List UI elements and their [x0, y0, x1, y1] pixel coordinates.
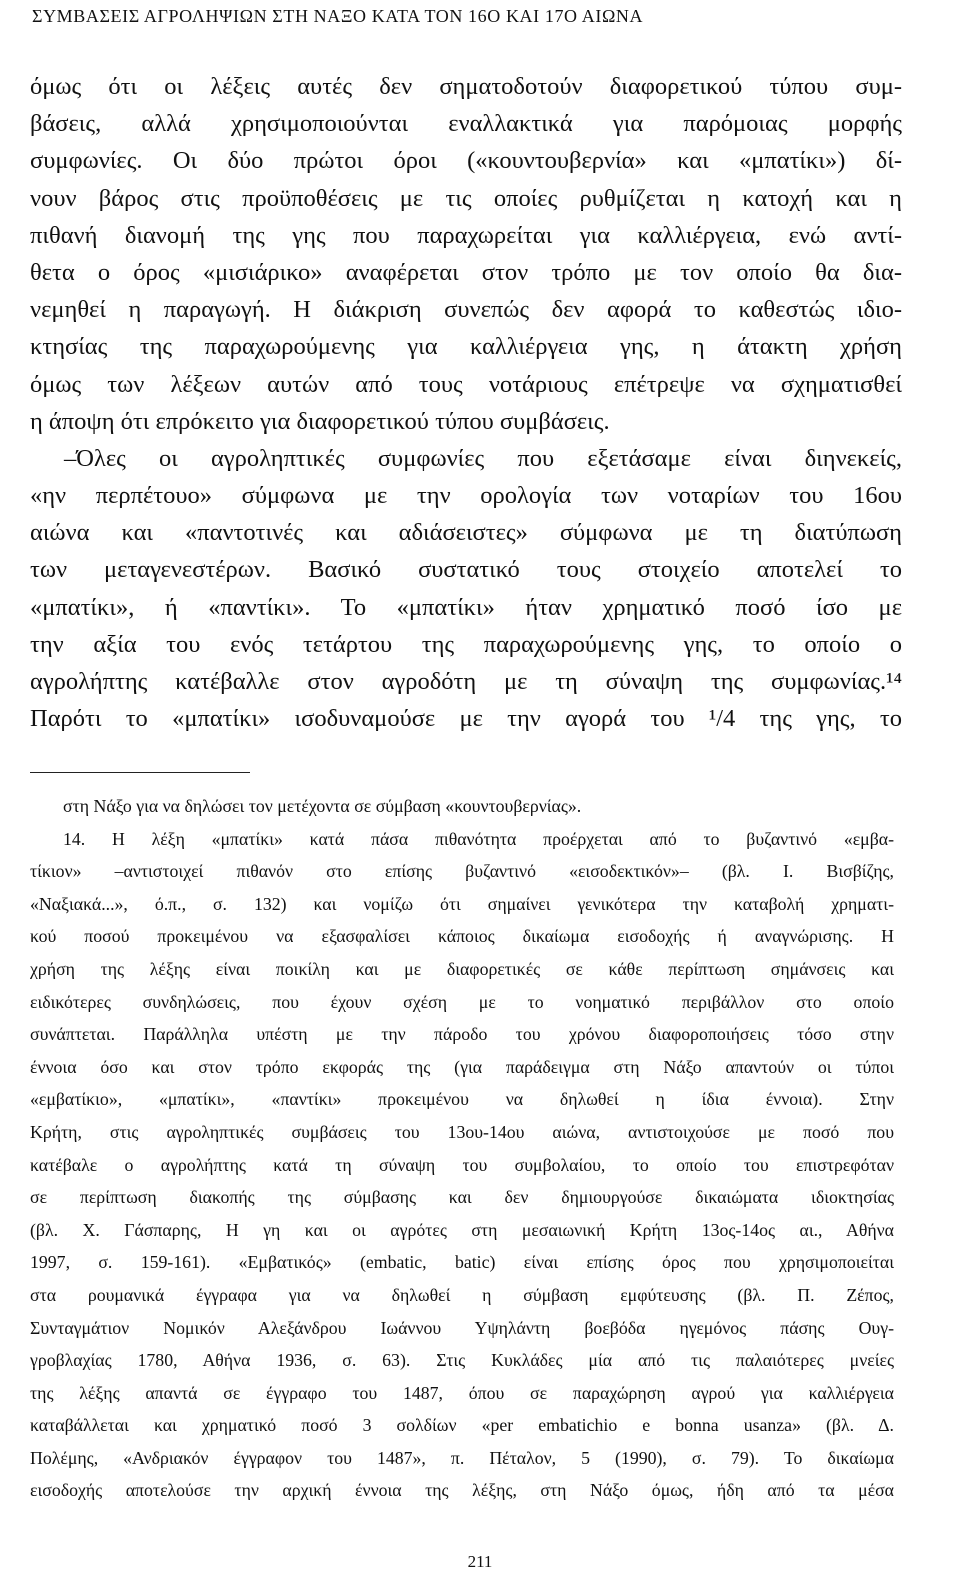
body-line: νουν βάρος στις προϋποθέσεις με τις οποίες ρυθμίζεται η κατοχή και η	[30, 184, 902, 212]
footnote-line: Κρήτη, στις αγροληπτικές συμβάσεις του 13ου-14ου αιώνα, αντιστοιχούσε με ποσό που	[30, 1121, 894, 1142]
body-line: νεμηθεί η παραγωγή. Η διάκριση συνεπώς δεν αφορά το καθεστώς ιδιο-	[30, 296, 902, 324]
page-number: 211	[467, 1552, 493, 1571]
body-line: αγρολήπτης κατέβαλλε στον αγροδότη με τη σύναψη της συμφωνίας.¹⁴	[30, 668, 902, 695]
footnote-line: Συνταγμάτιον Νομικόν Αλεξάνδρου Ιωάννου Υψηλάντη βοεβόδα ηγεμόνος πάσης Ουγ-	[30, 1317, 894, 1338]
footnote-line: σε περίπτωση διακοπής της σύμβασης και δεν δημιουργούσε δικαιώματα ιδιοκτησίας	[30, 1187, 894, 1208]
footnote-line: τίκιον» –αντιστοιχεί πιθανόν στο επίσης βυζαντινό «εισοδεκτικόν»– (βλ. Ι. Βισβίζης,	[30, 861, 894, 882]
body-line: των μεταγενεστέρων. Βασικό συστατικό τους στοιχείο αποτελεί το	[30, 556, 902, 584]
body-line: την αξία του ενός τετάρτου της παραχωρούμενης γης, το οποίο ο	[30, 630, 902, 658]
body-line: όμως ότι οι λέξεις αυτές δεν σηματοδοτούν διαφορετικού τύπου συμ-	[30, 73, 902, 100]
footnote-line: κού ποσού προκειμένου να εξασφαλίσει κάποιος δικαίωμα εισοδοχής ή αναγνώρισης. Η	[30, 926, 894, 947]
footnotes	[30, 790, 894, 1507]
body-line: «μπατίκι», ή «παντίκι». Το «μπατίκι» ήταν χρηματικό ποσό ίσο με	[30, 593, 902, 621]
body-line: η άποψη ότι επρόκειτο για διαφορετικού τύπου συμβάσεις.	[30, 407, 610, 435]
body-line: αιώνα και «παντοτινές και αδιάσειστες» σύμφωνα με τη διατύπωση	[30, 519, 902, 547]
main-text	[30, 68, 902, 737]
footnote-line: (βλ. Χ. Γάσπαρης, Η γη και οι αγρότες στη μεσαιωνική Κρήτη 13ος-14ος αι., Αθήνα	[30, 1219, 894, 1240]
body-line: κτησίας της παραχωρούμενης για καλλιέργεια γης, η άτακτη χρήση	[30, 333, 902, 361]
body-line: «ην περπέτουο» σύμφωνα με την ορολογία των νοταρίων του 16ου	[30, 482, 902, 510]
footnote-line: ειδικότερες συνδηλώσεις, που έχουν σχέση με το νοηματικό περιβάλλον στο οποίο	[30, 991, 894, 1012]
footnote-line: χρήση της λέξης είναι ποικίλη και με διαφορετικές σε κάθε περίπτωση σημάνσεις και	[30, 958, 894, 979]
body-line: βάσεις, αλλά χρησιμοποιούνται εναλλακτικά για παρόμοιας μορφής	[30, 110, 902, 138]
footnote-line: «εμβατίκιο», «μπατίκι», «παντίκι» προκειμένου να δηλωθεί η ίδια έννοια). Στην	[30, 1089, 894, 1110]
footnote-line: γροβλαχίας 1780, Αθήνα 1936, σ. 63). Στις Κυκλάδες μία από τις παλαιότερες μνείες	[30, 1350, 894, 1371]
footnote-line: 1997, σ. 159-161). «Εμβατικός» (embatic, batic) είναι επίσης όρος που χρησιμοποιείται	[30, 1252, 894, 1273]
footnote-line: έννοια όσο και στον τρόπο εκφοράς της (για παράδειγμα στη Νάξο απαντούν οι τύποι	[30, 1056, 894, 1077]
footnote-line: «Ναξιακά...», ό.π., σ. 132) και νομίζω ότι σημαίνει γενικότερα την καταβολή χρηματι-	[30, 893, 894, 914]
body-line: θετα ο όρος «μισιάρικο» αναφέρεται στον τρόπο με τον οποίο θα δια-	[30, 258, 902, 286]
footnote-line: Πολέμης, «Ανδριακόν έγγραφον του 1487», π. Πέταλον, 5 (1990), σ. 79). Το δικαίωμα	[30, 1447, 894, 1468]
body-line: –Όλες οι αγροληπτικές συμφωνίες που εξετάσαμε είναι διηνεκείς,	[64, 444, 902, 472]
footnote-divider	[30, 772, 250, 773]
footnote-line: καταβάλλεται και χρηματικό ποσό 3 σολδίων «per embatichio e bonna usanza» (βλ. Δ.	[30, 1415, 894, 1436]
footnote-line: εισοδοχής αποτελούσε την αρχική έννοια της λέξης, στη Νάξο όμως, ήδη από τα μέσα	[30, 1480, 894, 1501]
body-line: Παρότι το «μπατίκι» ισοδυναμούσε με την αγορά του ¹/4 της γης, το	[30, 705, 902, 733]
footnote-line: στα ρουμανικά έγγραφα για να δηλωθεί η σύμβαση εμφύτευσης (βλ. Π. Ζέπος,	[30, 1284, 894, 1305]
body-line: συμφωνίες. Οι δύο πρώτοι όροι («κουντουβερνία» και «μπατίκι») δί-	[30, 147, 902, 175]
footnote-line: συνάπτεται. Παράλληλα υπέστη με την πάροδο του χρόνου διαφοροποιήσεις τόσο στην	[30, 1024, 894, 1045]
footnote-line: 14. Η λέξη «μπατίκι» κατά πάσα πιθανότητα προέρχεται από το βυζαντινό «εμβα-	[63, 828, 894, 849]
body-line: πιθανή διανομή της γης που παραχωρείται για καλλιέργεια, ενώ αντί-	[30, 221, 902, 249]
footnote-line: της λέξης απαντά σε έγγραφο του 1487, όπου σε παραχώρηση αγρού για καλλιέργεια	[30, 1382, 894, 1403]
body-line: όμως των λέξεων αυτών από τους νοτάριους επέτρεψε να σχηματισθεί	[30, 370, 902, 398]
footnote-line: στη Νάξο για να δηλώσει τον μετέχοντα σε σύμβαση «κουντουβερνίας».	[63, 796, 582, 816]
footnote-line: κατέβαλε ο αγρολήπτης κατά τη σύναψη του συμβολαίου, το οποίο του επιστρεφόταν	[30, 1154, 894, 1175]
running-head: ΣΥΜΒΑΣΕΙΣ ΑΓΡΟΛΗΨΙΩΝ ΣΤΗ ΝΑΞΟ ΚΑΤΑ ΤΟΝ 16Ο ΚΑΙ 17Ο ΑΙΩΝΑ	[32, 6, 644, 26]
